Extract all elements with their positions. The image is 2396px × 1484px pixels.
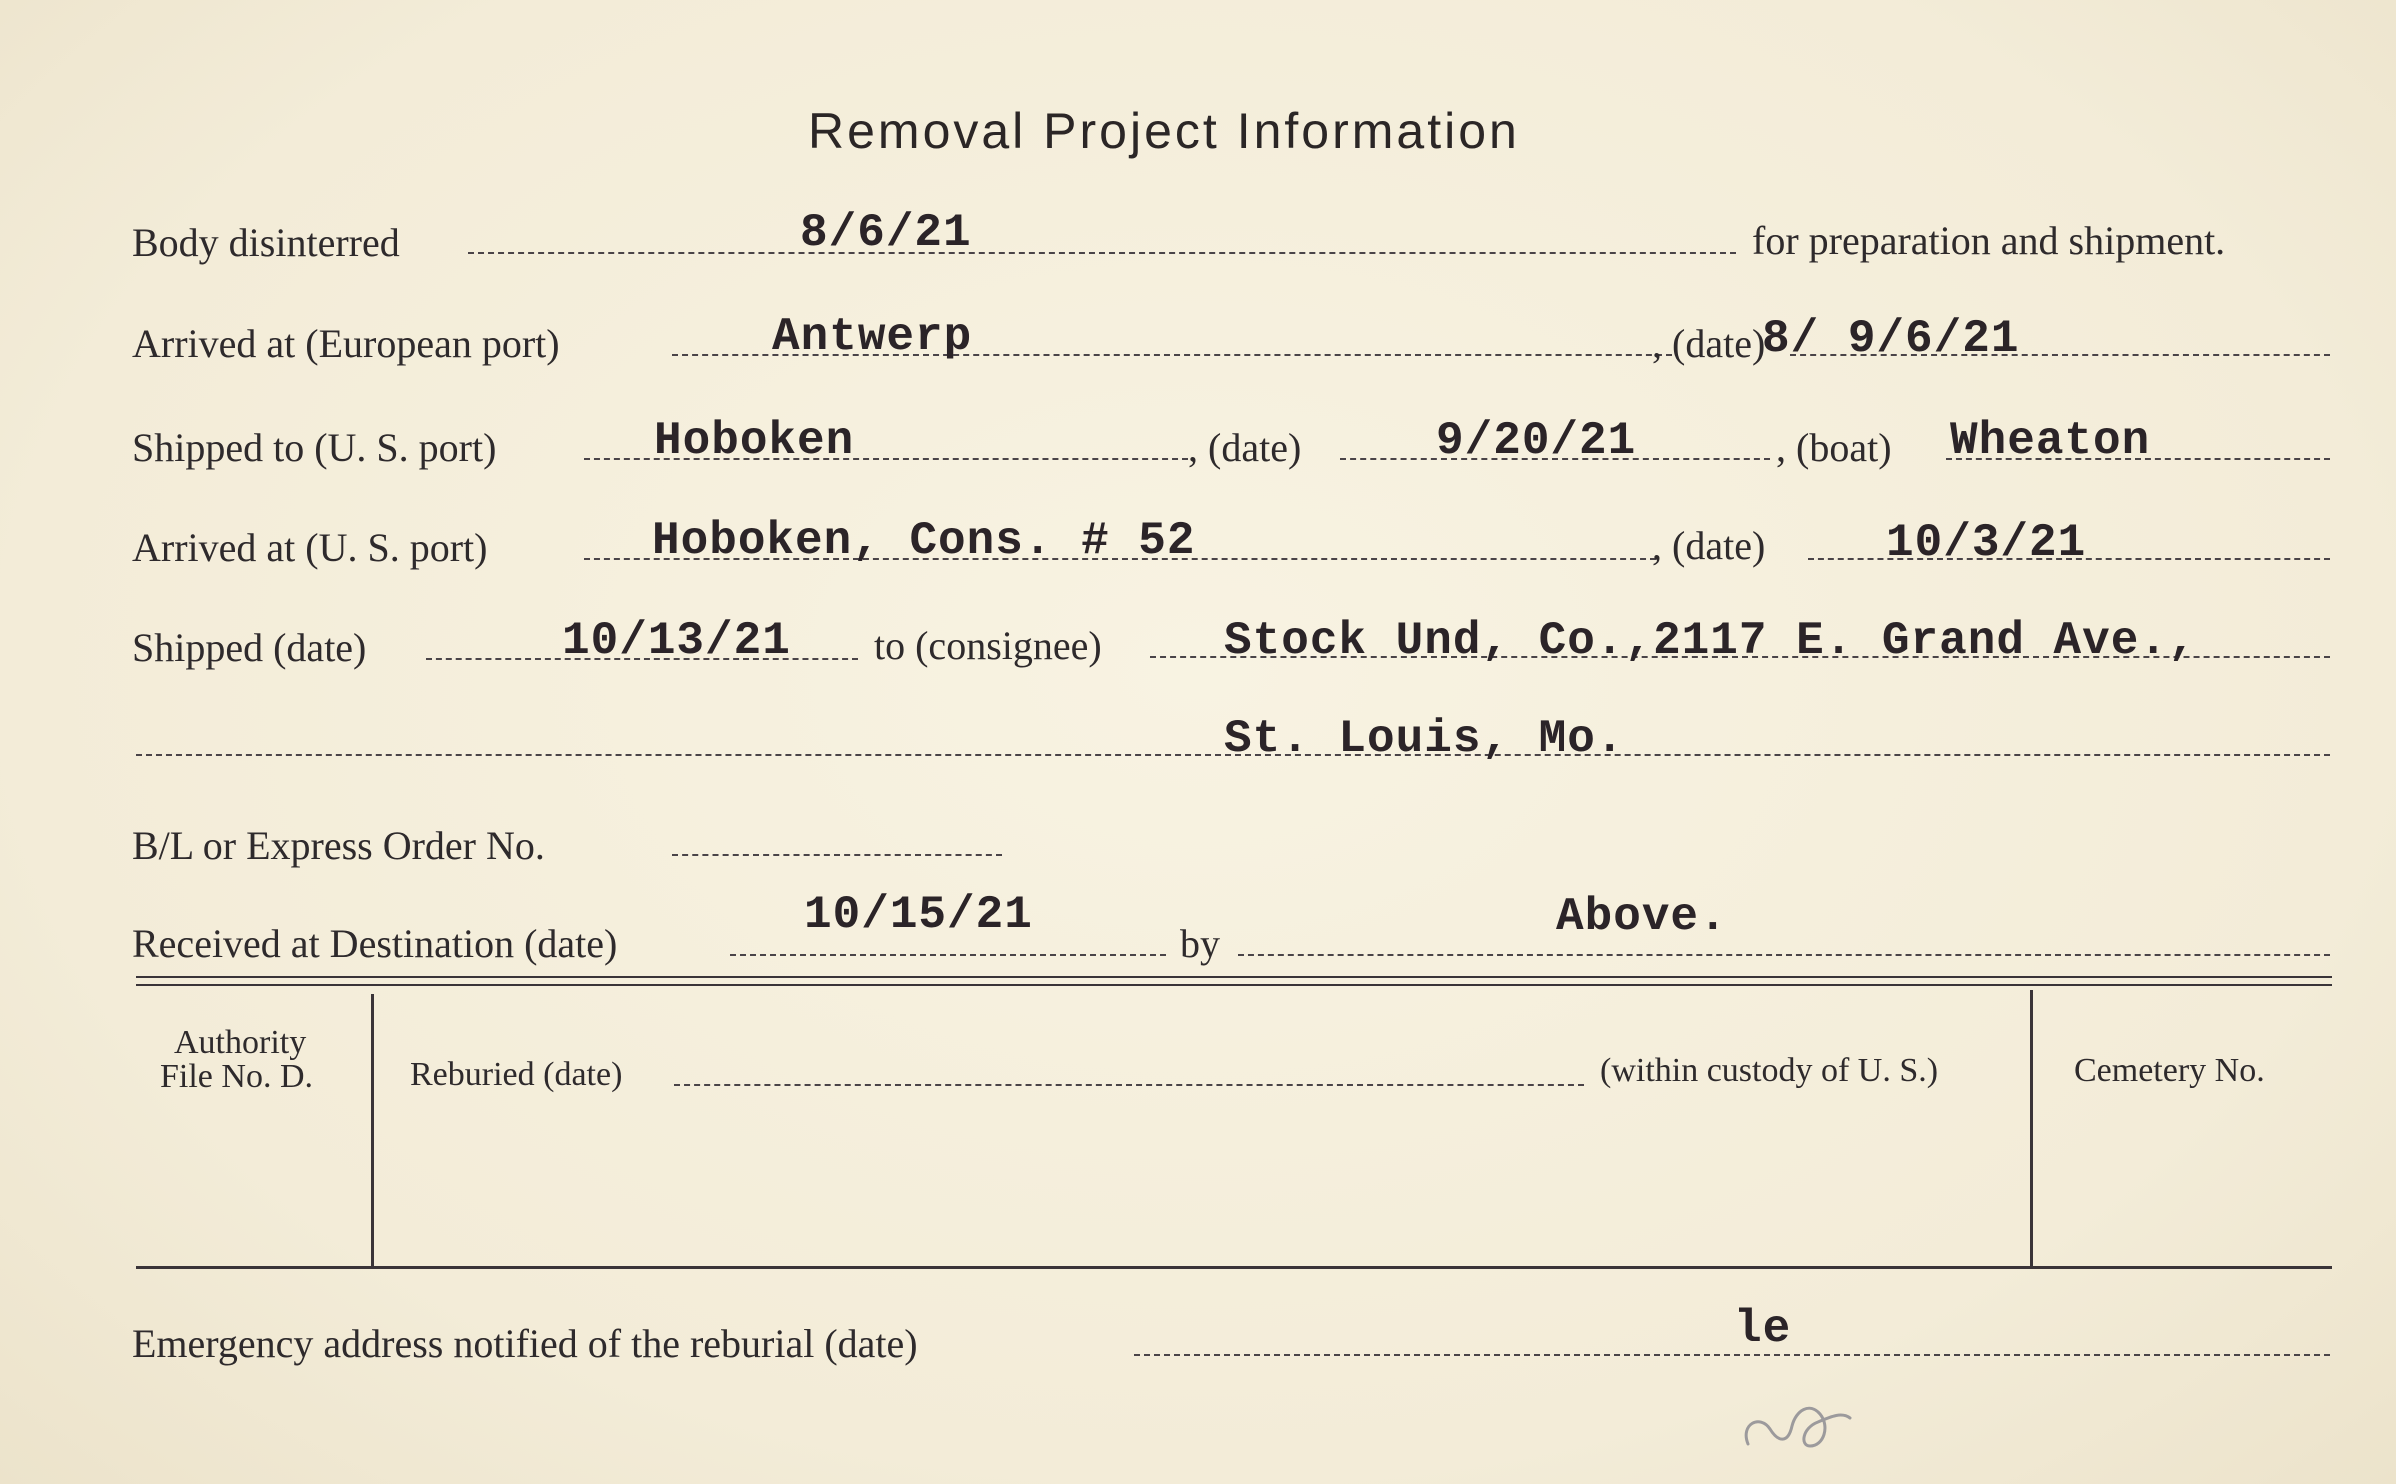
section-bottom-rule (136, 1266, 2332, 1269)
arrived-us-date-label: , (date) (1652, 523, 1766, 568)
emergency-value: le (1734, 1303, 1792, 1355)
fill-line (468, 252, 1736, 254)
body-disinterred-label: Body disinterred (132, 220, 400, 265)
cemetery-label: Cemetery No. (2074, 1052, 2265, 1089)
arrived-european-date-label: , (date) (1652, 321, 1766, 366)
emergency-label: Emergency address notified of the reburial (date) (132, 1321, 918, 1366)
received-value: 10/15/21 (804, 889, 1033, 941)
authority-line1: Authority (174, 1024, 307, 1061)
arrived-european-port-value: Antwerp (772, 311, 973, 363)
shipped-to-us-port-label: Shipped to (U. S. port) (132, 425, 497, 470)
consignee-line1: Stock Und, Co.,2117 E. Grand Ave., (1224, 615, 2197, 667)
body-disinterred-suffix: for preparation and shipment. (1752, 218, 2226, 263)
card-title: Removal Project Information (808, 103, 1520, 159)
received-label: Received at Destination (date) (132, 921, 618, 966)
fill-line (1238, 954, 2330, 956)
arrived-european-port-label: Arrived at (European port) (132, 321, 560, 366)
arrived-european-date-value: 8/ 9/6/21 (1762, 313, 2020, 365)
reburied-suffix: (within custody of U. S.) (1600, 1052, 1939, 1089)
shipped-date-row-label: Shipped (date) (132, 625, 367, 670)
fill-line (672, 854, 1002, 856)
consignee-label: to (consignee) (874, 623, 1102, 668)
boat-value: Wheaton (1950, 415, 2151, 467)
authority-line2: File No. D. (160, 1058, 313, 1095)
shipped-date-row-value: 10/13/21 (562, 615, 791, 667)
arrived-us-port-value: Hoboken, Cons. # 52 (652, 515, 1196, 567)
fill-line (1134, 1354, 2330, 1356)
divider-rule (136, 984, 2332, 986)
pencil-mark (1730, 1384, 1870, 1464)
shipped-date-value: 9/20/21 (1436, 415, 1637, 467)
received-by-value: Above. (1556, 891, 1728, 943)
fill-line (674, 1084, 1584, 1086)
body-disinterred-value: 8/6/21 (800, 207, 972, 259)
boat-label: , (boat) (1776, 425, 1892, 470)
reburied-label: Reburied (date) (410, 1056, 623, 1093)
fill-line (730, 954, 1166, 956)
bl-express-label: B/L or Express Order No. (132, 823, 545, 868)
shipped-to-us-port-value: Hoboken (654, 415, 855, 467)
column-divider (371, 994, 374, 1266)
shipped-date-label: , (date) (1188, 425, 1302, 470)
arrived-us-port-label: Arrived at (U. S. port) (132, 525, 488, 570)
arrived-us-date-value: 10/3/21 (1886, 517, 2087, 569)
consignee-line2: St. Louis, Mo. (1224, 713, 1625, 765)
divider-rule (136, 976, 2332, 978)
received-by-label: by (1180, 921, 1220, 966)
column-divider (2030, 990, 2033, 1266)
